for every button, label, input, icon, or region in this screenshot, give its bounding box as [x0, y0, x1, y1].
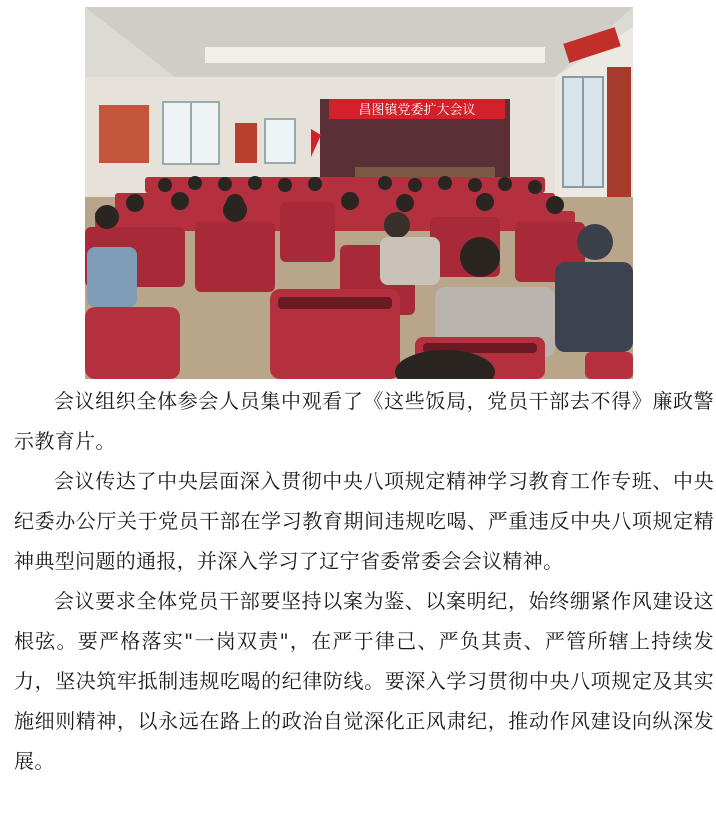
banner-text: 昌图镇党委扩大会议: [358, 103, 476, 118]
meeting-hall-illustration: [85, 7, 633, 379]
paragraph: 会议要求全体党员干部要坚持以案为鉴、以案明纪，始终绷紧作风建设这根弦。要严格落实"一岗双责"，在严于律己、严负其责、严管所辖上持续发力，坚决筑牢抵制违规吃喝的纪律防线。要深入学习贯彻中央八项规定及其实施细则精神，以永远在路上的政治自觉深化正风肃纪，推动作风建设向纵深发展。: [14, 589, 714, 773]
article-body: [14, 381, 714, 781]
paragraph: 会议组织全体参会人员集中观看了《这些饭局，党员干部去不得》廉政警示教育片。: [14, 389, 714, 453]
paragraph: 会议传达了中央层面深入贯彻中央八项规定精神学习教育工作专班、中央纪委办公厅关于党员干部在学习教育期间违规吃喝、严重违反中央八项规定精神典型问题的通报，并深入学习了辽宁省委常委会会议精神。: [14, 469, 714, 573]
meeting-photo: [85, 7, 633, 379]
